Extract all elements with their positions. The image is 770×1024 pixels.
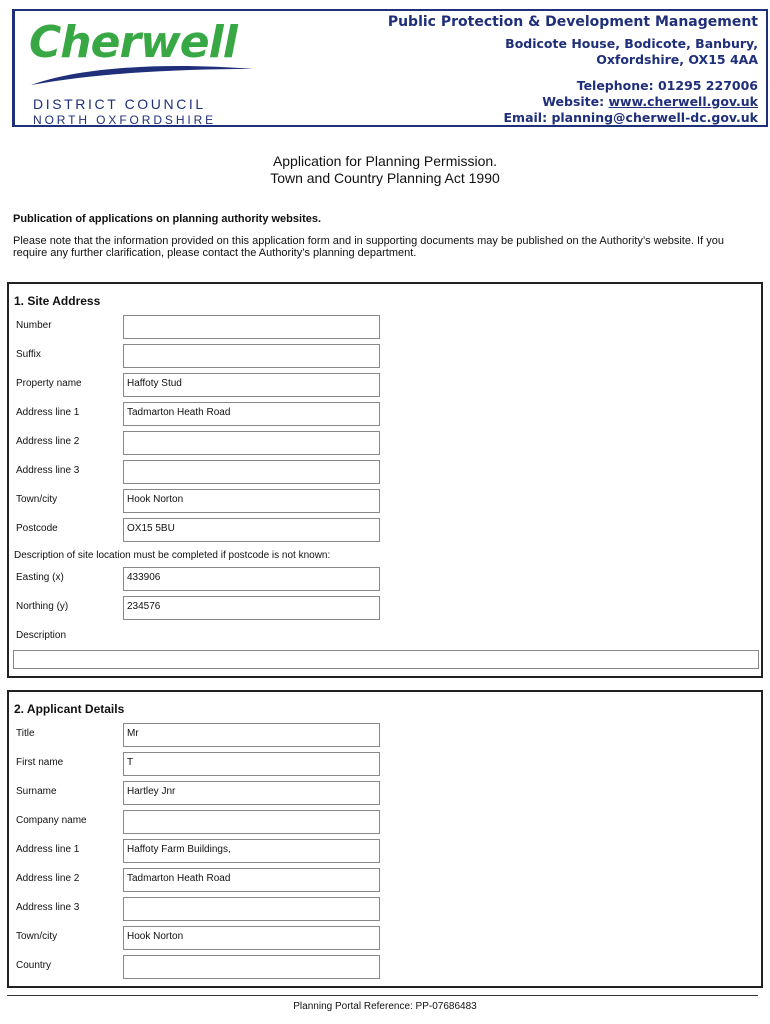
property-name-field[interactable]: Haffoty Stud xyxy=(123,373,380,397)
field-label: Country xyxy=(16,960,52,971)
field-label: Address line 2 xyxy=(16,873,80,884)
website-label: Website: xyxy=(542,94,609,109)
email-link[interactable]: planning@cherwell-dc.gov.uk xyxy=(551,110,758,125)
site-row-suffix xyxy=(9,344,761,368)
applicant-row-company xyxy=(9,810,761,834)
field-label: Company name xyxy=(16,815,87,826)
department-name: Public Protection & Development Management xyxy=(387,14,758,30)
company-name-field[interactable] xyxy=(123,810,380,834)
portal-reference: Planning Portal Reference: PP-07686483 xyxy=(293,1001,477,1012)
applicant-section xyxy=(7,690,763,988)
easting-field[interactable]: 433906 xyxy=(123,567,380,591)
field-label: Address line 3 xyxy=(16,465,80,476)
site-row-postcode xyxy=(9,518,761,542)
suffix-field[interactable] xyxy=(123,344,380,368)
site-row-town-city xyxy=(9,489,761,513)
field-label: Northing (y) xyxy=(16,601,69,612)
field-label: Address line 3 xyxy=(16,902,80,913)
logo-north-oxfordshire: NORTH OXFORDSHIRE xyxy=(33,113,217,127)
council-header xyxy=(12,9,768,127)
footer-divider xyxy=(7,995,758,996)
applicant-row-surname xyxy=(9,781,761,805)
site-address-line-2-field[interactable] xyxy=(123,431,380,455)
field-label: Town/city xyxy=(16,931,58,942)
first-name-field[interactable]: T xyxy=(123,752,380,776)
applicant-town-city-field[interactable]: Hook Norton xyxy=(123,926,380,950)
location-note: Description of site location must be completed if postcode is not known: xyxy=(14,550,331,561)
site-row-address-line-2 xyxy=(9,431,761,455)
site-row-easting xyxy=(9,567,761,591)
applicant-row-title xyxy=(9,723,761,747)
cherwell-logo xyxy=(27,17,257,127)
site-row-number xyxy=(9,315,761,339)
logo-district-council: DISTRICT COUNCIL xyxy=(33,96,206,112)
title-line-2: Town and Country Planning Act 1990 xyxy=(270,170,500,186)
field-label: Address line 1 xyxy=(16,844,80,855)
logo-wordmark: Cherwell xyxy=(29,17,237,68)
email-row xyxy=(388,110,758,126)
publication-text: Please note that the information provided on this application form and in supporting documents may be published on the Authority’s website. If you require any further clarification, please contact the Authority’s planning department. xyxy=(13,235,724,259)
description-field[interactable] xyxy=(13,650,759,669)
applicant-row-first-name xyxy=(9,752,761,776)
applicant-address-line-1-field[interactable]: Haffoty Farm Buildings, xyxy=(123,839,380,863)
site-address-line-1-field[interactable]: Tadmarton Heath Road xyxy=(123,402,380,426)
field-label: Address line 1 xyxy=(16,407,80,418)
site-address-title: 1. Site Address xyxy=(14,294,101,308)
applicant-row-address-line-2 xyxy=(9,868,761,892)
applicant-row-address-line-3 xyxy=(9,897,761,921)
field-label: Title xyxy=(16,728,35,739)
publication-heading: Publication of applications on planning authority websites. xyxy=(13,213,322,225)
field-label: Easting (x) xyxy=(16,572,64,583)
country-field[interactable] xyxy=(123,955,380,979)
field-label: First name xyxy=(16,757,64,768)
site-address-line-3-field[interactable] xyxy=(123,460,380,484)
title-field[interactable]: Mr xyxy=(123,723,380,747)
title-line-1: Application for Planning Permission. xyxy=(272,153,498,169)
applicant-row-country xyxy=(9,955,761,979)
site-row-northing xyxy=(9,596,761,620)
northing-field[interactable]: 234576 xyxy=(123,596,380,620)
postcode-field[interactable]: OX15 5BU xyxy=(123,518,380,542)
applicant-address-line-3-field[interactable] xyxy=(123,897,380,921)
field-label: Postcode xyxy=(16,523,58,534)
field-label: Surname xyxy=(16,786,57,797)
applicant-row-address-line-1 xyxy=(9,839,761,863)
field-label: Town/city xyxy=(16,494,58,505)
field-label: Number xyxy=(16,320,52,331)
site-row-property-name xyxy=(9,373,761,397)
logo-swoosh-icon xyxy=(27,59,257,89)
applicant-address-line-2-field[interactable]: Tadmarton Heath Road xyxy=(123,868,380,892)
field-label: Property name xyxy=(16,378,82,389)
site-row-address-line-1 xyxy=(9,402,761,426)
website-row xyxy=(388,94,758,110)
description-label: Description xyxy=(16,630,67,641)
address-line-2: Oxfordshire, OX15 4AA xyxy=(596,52,758,67)
number-field[interactable] xyxy=(123,315,380,339)
applicant-row-town-city xyxy=(9,926,761,950)
field-label: Address line 2 xyxy=(16,436,80,447)
email-label: Email: xyxy=(503,110,552,125)
field-label: Suffix xyxy=(16,349,41,360)
document-title xyxy=(0,153,770,187)
applicant-title: 2. Applicant Details xyxy=(14,702,125,716)
surname-field[interactable]: Hartley Jnr xyxy=(123,781,380,805)
contact-block xyxy=(388,14,758,126)
site-town-city-field[interactable]: Hook Norton xyxy=(123,489,380,513)
site-row-address-line-3 xyxy=(9,460,761,484)
telephone: Telephone: 01295 227006 xyxy=(576,78,758,93)
website-link[interactable]: www.cherwell.gov.uk xyxy=(608,94,758,109)
site-address-section xyxy=(7,282,763,678)
address-line-1: Bodicote House, Bodicote, Banbury, xyxy=(505,36,758,51)
